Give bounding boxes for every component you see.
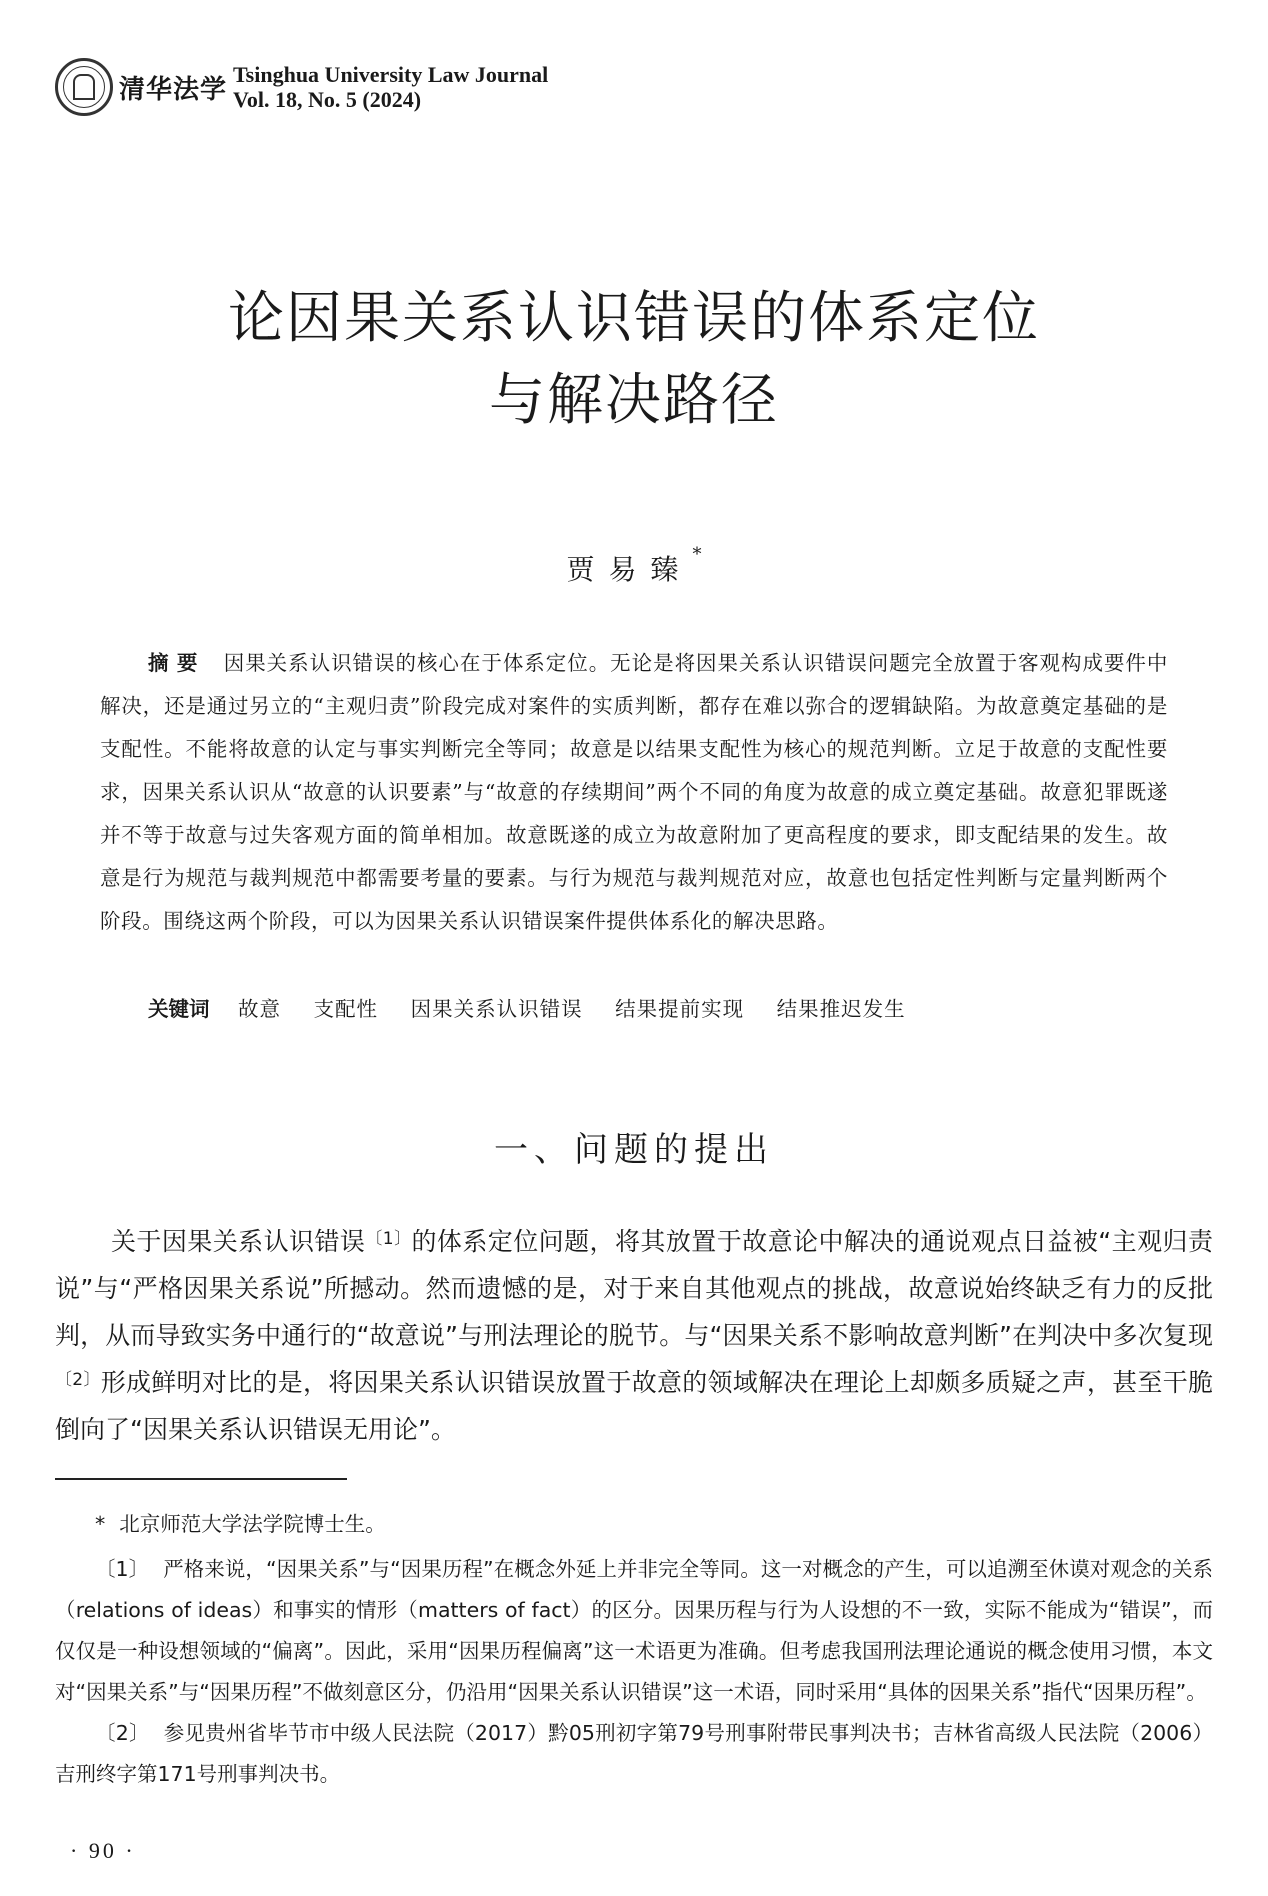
footnote-1-mark: 〔1〕 [95,1557,150,1581]
keyword-item: 结果提前实现 [615,997,745,1021]
keyword-item: 结果推迟发生 [776,997,906,1021]
footnote-author [55,1504,1213,1545]
title-line-1: 论因果关系认识错误的体系定位 [228,286,1040,351]
abstract [100,642,1168,943]
footnote-2-text: 参见贵州省毕节市中级人民法院（2017）黔05刑初字第79号刑事附带民事判决书；吉林省高级人民法院（2006）吉刑终字第171号刑事判决书。 [55,1721,1213,1786]
abstract-text: 因果关系认识错误的核心在于体系定位。无论是将因果关系认识错误问题完全放置于客观构成要件中解决，还是通过另立的“主观归责”阶段完成对案件的实质判断，都存在难以弥合的逻辑缺陷。为故意奠定基础的是支配性。不能将故意的认定与事实判断完全等同；故意是以结果支配性为核心的规范判断。立足于故意的支配性要求，因果关系认识从“故意的认识要素”与“故意的存续期间”两个不同的角度为故意的成立奠定基础。故意犯罪既遂并不等于故意与过失客观方面的简单相加。故意既遂的成立为故意附加了更高程度的要求，即支配结果的发生。故意是行为规范与裁判规范中都需要考量的要素。与行为规范与裁判规范对应，故意也包括定性判断与定量判断两个阶段。围绕这两个阶段，可以为因果关系认识错误案件提供体系化的解决思路。 [100,651,1169,933]
page-number: · 90 · [70,1838,136,1863]
body-text-part: 关于因果关系认识错误 [111,1227,366,1256]
article-title [0,278,1268,442]
author-name: 贾易臻 [566,553,693,586]
footnotes [55,1500,1213,1795]
title-line-2: 与解决路径 [489,368,779,433]
keywords-label: 关键词 [148,997,210,1021]
footnote-2-mark: 〔2〕 [95,1721,150,1745]
journal-header [55,52,548,122]
author-footnote-mark: * [692,544,702,565]
keywords [148,990,1168,1028]
journal-meta [233,62,548,113]
keyword-item: 支配性 [313,997,379,1021]
author-byline [0,544,1268,588]
journal-name-en: Tsinghua University Law Journal [233,61,549,87]
footnote-author-mark: * [95,1512,106,1536]
journal-name-cn: 清华法学 [119,74,228,105]
keyword-item: 故意 [238,997,282,1021]
journal-volume: Vol. 18, No. 5 (2024) [233,87,422,112]
footnote-ref-2: 〔2〕 [55,1370,101,1390]
abstract-label: 摘要 [148,651,206,675]
footnote-ref-1: 〔1〕 [365,1229,412,1249]
footnote-1 [55,1549,1213,1713]
keyword-item: 因果关系认识错误 [410,997,583,1021]
body-paragraph [55,1218,1213,1453]
footnote-1-text: 严格来说，“因果关系”与“因果历程”在概念外延上并非完全等同。这一对概念的产生，可以追溯至休谟对观念的关系（relations of ideas）和事实的情形（matters of fact）的区分。因果历程与行为人设想的不一致，实际不能成为“错误”，而仅仅是一种设想领域的“偏离”。因此，采用“因果历程偏离”这一术语更为准确。但考虑我国刑法理论通说的概念使用习惯，本文对“因果关系”与“因果历程”不做刻意区分，仍沿用“因果关系认识错误”这一术语，同时采用“具体的因果关系”指代“因果历程”。 [55,1557,1214,1704]
university-seal-icon [55,58,113,116]
body-text-part: 形成鲜明对比的是，将因果关系认识错误放置于故意的领域解决在理论上却颇多质疑之声，甚至干脆倒向了“因果关系认识错误无用论”。 [55,1368,1213,1444]
section-heading: 一、问题的提出 [494,1130,774,1170]
footnote-2 [55,1713,1213,1795]
footnote-author-text: 北京师范大学法学院博士生。 [119,1512,386,1536]
body-text-part: 的体系定位问题，将其放置于故意论中解决的通说观点日益被“主观归责说”与“严格因果关系说”所撼动。然而遗憾的是，对于来自其他观点的挑战，故意说始终缺乏有力的反批判，从而导致实务中通行的“故意说”与刑法理论的脱节。与“因果关系不影响故意判断”在判决中多次复现 [55,1227,1213,1350]
footnote-separator [55,1478,347,1480]
